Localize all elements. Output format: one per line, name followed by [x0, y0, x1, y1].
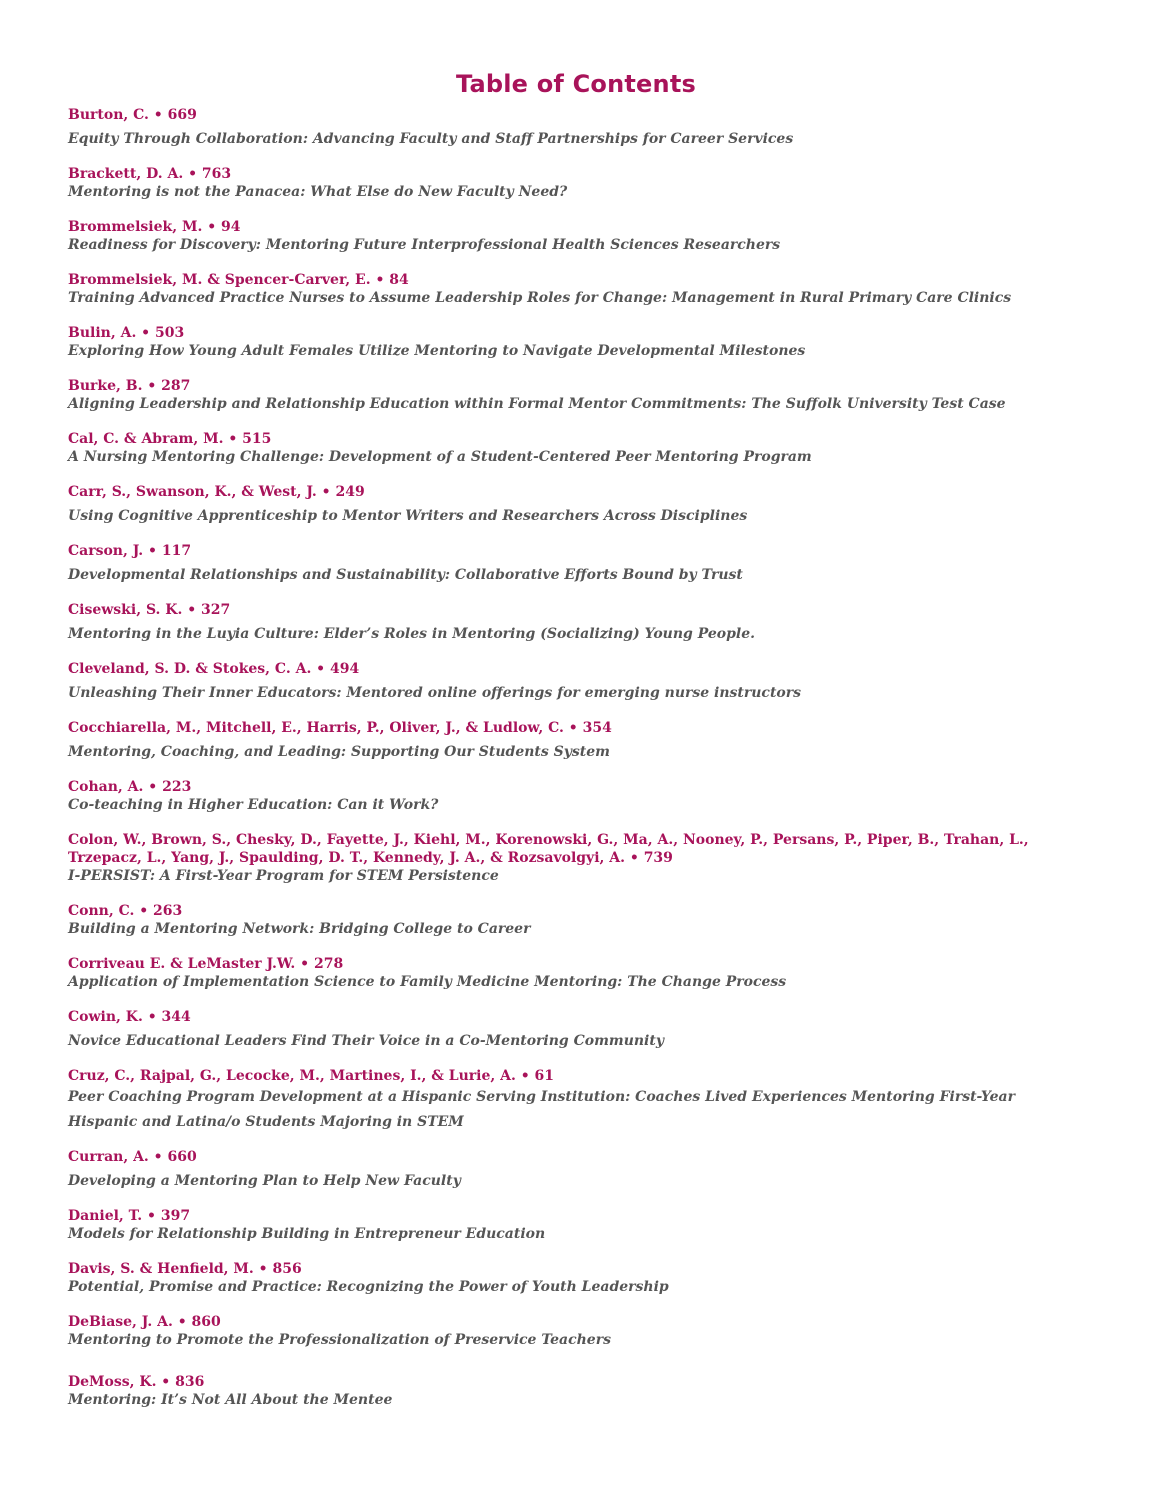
toc-entry	[68, 1008, 1088, 1050]
toc-entry	[68, 542, 1088, 584]
entry-title: Application of Implementation Science to Family Medicine Mentoring: The Change Process	[68, 974, 787, 990]
entry-title: Readiness for Discovery: Mentoring Future Interprofessional Health Sciences Researchers	[68, 237, 781, 253]
entry-title: Equity Through Collaboration: Advancing Faculty and Staff Partnerships for Career Services	[68, 131, 794, 147]
entry-author: Cohan, A. • 223	[68, 779, 192, 795]
entry-author: Bulin, A. • 503	[68, 325, 185, 341]
entry-title: Mentoring, Coaching, and Leading: Supporting Our Students System	[68, 744, 610, 760]
toc-entry	[68, 106, 1088, 148]
toc-entry	[68, 377, 1088, 413]
entry-author: Burton, C. • 669	[68, 107, 197, 123]
entry-title: Building a Mentoring Network: Bridging College to Career	[68, 921, 531, 937]
entry-author: Conn, C. • 263	[68, 903, 183, 919]
entry-title: Novice Educational Leaders Find Their Voice in a Co-Mentoring Community	[68, 1033, 664, 1049]
entry-author: Cleveland, S. D. & Stokes, C. A. • 494	[68, 661, 360, 677]
toc-entry	[68, 271, 1088, 307]
toc-entry	[68, 324, 1088, 360]
entry-title: Mentoring to Promote the Professionalization of Preservice Teachers	[68, 1332, 611, 1348]
toc-entry	[68, 218, 1088, 254]
entry-author: Burke, B. • 287	[68, 378, 191, 394]
entry-author: Cocchiarella, M., Mitchell, E., Harris, P., Oliver, J., & Ludlow, C. • 354	[68, 720, 612, 736]
entry-author: Cruz, C., Rajpal, G., Lecocke, M., Martines, I., & Lurie, A. • 61	[68, 1068, 555, 1084]
entry-title: Potential, Promise and Practice: Recognizing the Power of Youth Leadership	[68, 1279, 669, 1295]
entry-title: A Nursing Mentoring Challenge: Development of a Student-Centered Peer Mentoring Program	[68, 449, 812, 465]
entry-author: DeMoss, K. • 836	[68, 1374, 205, 1390]
toc-entry	[68, 1207, 1088, 1243]
entry-title: Unleashing Their Inner Educators: Mentored online offerings for emerging nurse instructors	[68, 685, 802, 701]
toc-entry	[68, 1067, 1088, 1135]
entry-title: Models for Relationship Building in Entrepreneur Education	[68, 1226, 546, 1242]
toc-entry	[68, 778, 1088, 814]
entry-title: Developing a Mentoring Plan to Help New Faculty	[68, 1173, 461, 1189]
toc-entry	[68, 430, 1088, 466]
toc-entry	[68, 1148, 1088, 1190]
toc-entry-list	[68, 106, 1088, 1409]
page-title: Table of Contents	[456, 70, 696, 98]
entry-title: I-PERSIST: A First-Year Program for STEM Persistence	[68, 868, 499, 884]
entry-author: Daniel, T. • 397	[68, 1208, 191, 1224]
entry-title: Exploring How Young Adult Females Utilize Mentoring to Navigate Developmental Milestones	[68, 343, 806, 359]
entry-title: Developmental Relationships and Sustainability: Collaborative Efforts Bound by Trust	[68, 567, 743, 583]
entry-title: Mentoring is not the Panacea: What Else do New Faculty Need?	[68, 184, 568, 200]
entry-author: Brommelsiek, M. • 94	[68, 219, 241, 235]
toc-entry	[68, 601, 1088, 643]
entry-title: Aligning Leadership and Relationship Education within Formal Mentor Commitments: The Suffolk University Test Case	[68, 396, 1006, 412]
entry-author: Cal, C. & Abram, M. • 515	[68, 431, 272, 447]
entry-title: Using Cognitive Apprenticeship to Mentor Writers and Researchers Across Disciplines	[68, 508, 748, 524]
toc-entry	[68, 1260, 1088, 1296]
toc-entry	[68, 719, 1088, 761]
toc-entry	[68, 660, 1088, 702]
entry-author: Curran, A. • 660	[68, 1149, 197, 1165]
toc-entry	[68, 1313, 1088, 1349]
toc-entry	[68, 955, 1088, 991]
entry-author: Carr, S., Swanson, K., & West, J. • 249	[68, 484, 365, 500]
entry-author: Colon, W., Brown, S., Chesky, D., Fayette, J., Kiehl, M., Korenowski, G., Ma, A., Nooney, P., Persans, P., Piper, B., Trahan, L., Trzepacz, L., Yang, J., Spaulding, D. T., Kennedy, J. A., & Rozsavolgyi, A. • 739	[68, 832, 1029, 866]
toc-entry	[68, 1373, 1088, 1409]
entry-author: Davis, S. & Henfield, M. • 856	[68, 1261, 302, 1277]
entry-author: Brackett, D. A. • 763	[68, 166, 232, 182]
entry-title: Training Advanced Practice Nurses to Assume Leadership Roles for Change: Management in Rural Primary Care Clinics	[68, 290, 1012, 306]
entry-title: Mentoring in the Luyia Culture: Elder’s Roles in Mentoring (Socializing) Young People.	[68, 626, 755, 642]
entry-author: DeBiase, J. A. • 860	[68, 1314, 221, 1330]
entry-author: Carson, J. • 117	[68, 543, 192, 559]
entry-title: Mentoring: It’s Not All About the Mentee	[68, 1392, 393, 1408]
toc-entry	[68, 165, 1088, 201]
entry-author: Cisewski, S. K. • 327	[68, 602, 231, 618]
toc-entry	[68, 902, 1088, 938]
entry-title: Peer Coaching Program Development at a Hispanic Serving Institution: Coaches Lived Experiences Mentoring First-Year Hispanic and Latina/o Students Majoring in STEM	[68, 1089, 1015, 1130]
entry-title: Co-teaching in Higher Education: Can it Work?	[68, 797, 439, 813]
toc-entry	[68, 831, 1088, 885]
entry-author: Corriveau E. & LeMaster J.W. • 278	[68, 956, 344, 972]
entry-author: Brommelsiek, M. & Spencer-Carver, E. • 84	[68, 272, 409, 288]
toc-entry	[68, 483, 1088, 525]
entry-author: Cowin, K. • 344	[68, 1009, 191, 1025]
